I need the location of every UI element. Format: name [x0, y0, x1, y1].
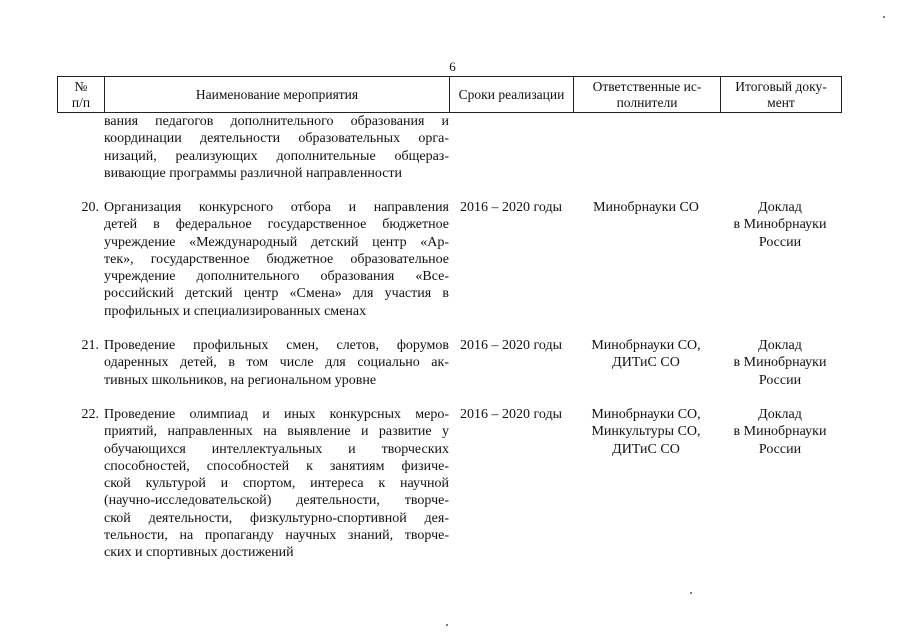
row-name-line: тивных школьников, на региональном уровне [104, 372, 377, 388]
row-number: 22. [81, 407, 99, 422]
row-responsible [572, 406, 720, 458]
row-responsible-line: Минкультуры СО, [591, 424, 701, 440]
header-document-line1: Итоговый доку- [735, 79, 827, 94]
continuation-line: вивающие программы различной направленности [104, 165, 403, 181]
row-name-line: Проведение олимпиад и иных конкурсных меро- [104, 407, 449, 422]
scan-speck [690, 592, 692, 594]
row-name-line: Проведение профильных смен, слетов, форумов [104, 338, 449, 353]
row-document-line: России [758, 441, 802, 457]
row-document-line: Доклад [758, 407, 802, 422]
continuation-text [104, 113, 449, 182]
row-responsible-line: Минобрнауки СО [593, 200, 699, 215]
row-name [104, 337, 449, 389]
row-name-line: профильных и специализированных сменах [104, 303, 367, 319]
row-name-line: ской деятельности, физкультурно-спортивной дея- [104, 510, 449, 526]
row-name-line: тек», государственное бюджетное образовательное [104, 251, 449, 267]
row-document-line: в Минобрнауки [733, 355, 827, 371]
row-document [719, 199, 841, 251]
row-name-line: способностей, способностей к занятиям физиче- [104, 458, 449, 474]
header-number-line2: п/п [71, 95, 91, 110]
row-name-line: одаренных детей, в том числе для социально ак- [104, 355, 449, 371]
row-document-line: в Минобрнауки [733, 217, 827, 233]
row-document [719, 406, 841, 458]
row-name [104, 406, 449, 562]
header-document-line2: мент [767, 95, 795, 110]
row-responsible-line: Минобрнауки СО, [591, 338, 701, 353]
row-name-line: ской культурой и спортом, интереса к научной [104, 476, 449, 492]
continuation-line: низаций, реализующих дополнительные общераз- [104, 148, 449, 164]
row-responsible-line: ДИТиС СО [612, 355, 680, 371]
continuation-line: координации деятельности образовательных орга- [104, 131, 449, 147]
row-name-line: детей в федеральное государственное бюджетное [104, 217, 449, 233]
row-document-line: Доклад [758, 200, 802, 215]
row-term: 2016 – 2020 годы [459, 407, 563, 422]
page-number: 6 [449, 59, 456, 74]
scan-speck [883, 16, 885, 18]
header-number-line1: № [74, 79, 88, 94]
row-number: 20. [81, 200, 99, 215]
row-term: 2016 – 2020 годы [459, 200, 563, 215]
header-number [58, 77, 105, 113]
header-name: Наименование мероприятия [105, 77, 450, 113]
row-name-line: Организация конкурсного отбора и направления [104, 200, 449, 215]
header-term: Сроки реализации [450, 77, 574, 113]
row-name-line: российский детский центр «Смена» для участия в [104, 286, 449, 302]
row-name [104, 199, 449, 320]
row-responsible-line: ДИТиС СО [612, 441, 680, 457]
row-responsible [572, 337, 720, 372]
table-header [57, 76, 842, 113]
row-document-line: России [758, 372, 802, 388]
row-document-line: в Минобрнауки [733, 424, 827, 440]
row-name-line: учреждение дополнительного образования «Все- [104, 269, 449, 285]
continuation-line: вания педагогов дополнительного образования и [104, 114, 449, 129]
row-name-line: обучающихся интеллектуальных и творческих [104, 441, 449, 457]
row-document-line: России [758, 234, 802, 250]
header-responsible [574, 77, 721, 113]
row-responsible-line: Минобрнауки СО, [591, 407, 701, 422]
header-document [721, 77, 842, 113]
row-responsible [572, 199, 720, 216]
row-name-line: ских и спортивных достижений [104, 545, 294, 561]
row-name-line: учреждение «Международный детский центр «Ар- [104, 234, 449, 250]
row-document [719, 337, 841, 389]
header-responsible-line1: Ответственные ис- [592, 79, 702, 94]
row-term: 2016 – 2020 годы [459, 338, 563, 353]
row-name-line: (научно-исследовательской) деятельности, творче- [104, 493, 449, 509]
scan-speck [446, 624, 448, 626]
row-document-line: Доклад [758, 338, 802, 353]
header-responsible-line2: полнители [616, 95, 678, 110]
row-name-line: тельности, на пропаганду научных знаний, творче- [104, 528, 449, 544]
row-name-line: приятий, направленных на выявление и развитие у [104, 424, 449, 440]
row-number: 21. [81, 338, 99, 353]
